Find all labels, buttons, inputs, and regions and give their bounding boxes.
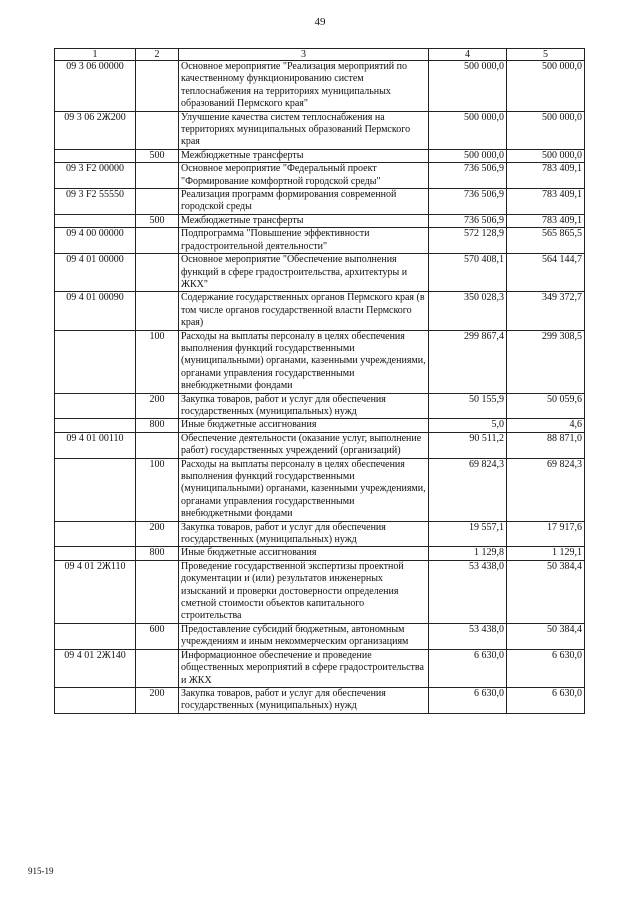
vr-cell: 200: [136, 687, 179, 713]
description-cell: Проведение государственной экспертизы проектной документации и (или) результатов инженерных изысканий и проверки достоверности определения сметной стоимости объектов капитального строительства: [179, 560, 429, 623]
amount-year1-cell: 6 630,0: [429, 687, 507, 713]
amount-year2-cell: 50 384,4: [507, 560, 585, 623]
vr-cell: [136, 61, 179, 112]
table-row: [55, 432, 585, 458]
amount-year2-cell: 1 129,1: [507, 547, 585, 560]
description-cell: Иные бюджетные ассигнования: [179, 547, 429, 560]
csr-cell: [55, 149, 136, 162]
description-cell: Реализация программ формирования современной городской среды: [179, 189, 429, 215]
description-cell: Предоставление субсидий бюджетным, автономным учреждениям и иным некоммерческим организациям: [179, 623, 429, 649]
csr-cell: [55, 458, 136, 521]
amount-year2-cell: 349 372,7: [507, 292, 585, 330]
amount-year1-cell: 736 506,9: [429, 214, 507, 227]
amount-year1-cell: 53 438,0: [429, 623, 507, 649]
amount-year1-cell: 6 630,0: [429, 649, 507, 687]
csr-cell: [55, 419, 136, 432]
vr-cell: [136, 111, 179, 149]
amount-year1-cell: 50 155,9: [429, 393, 507, 419]
amount-year1-cell: 5,0: [429, 419, 507, 432]
table-row: [55, 292, 585, 330]
table-row: [55, 254, 585, 292]
amount-year2-cell: 783 409,1: [507, 163, 585, 189]
amount-year2-cell: 299 308,5: [507, 330, 585, 393]
csr-cell: [55, 547, 136, 560]
amount-year2-cell: 88 871,0: [507, 432, 585, 458]
csr-cell: 09 4 01 00000: [55, 254, 136, 292]
table-row: [55, 521, 585, 547]
amount-year1-cell: 299 867,4: [429, 330, 507, 393]
table-header: [55, 49, 585, 61]
amount-year1-cell: 500 000,0: [429, 149, 507, 162]
table-row: [55, 547, 585, 560]
amount-year2-cell: 565 865,5: [507, 228, 585, 254]
vr-cell: 100: [136, 330, 179, 393]
vr-cell: 100: [136, 458, 179, 521]
description-cell: Улучшение качества систем теплоснабжения на территориях муниципальных образований Пермского края: [179, 111, 429, 149]
csr-cell: [55, 623, 136, 649]
csr-cell: 09 3 F2 55550: [55, 189, 136, 215]
vr-cell: [136, 189, 179, 215]
amount-year2-cell: 50 384,4: [507, 623, 585, 649]
csr-cell: 09 4 01 2Ж110: [55, 560, 136, 623]
csr-cell: 09 4 00 00000: [55, 228, 136, 254]
vr-cell: 500: [136, 149, 179, 162]
table-row: [55, 687, 585, 713]
header-col-1: 1: [55, 49, 136, 61]
csr-cell: 09 4 01 00110: [55, 432, 136, 458]
description-cell: Закупка товаров, работ и услуг для обеспечения государственных (муниципальных) нужд: [179, 521, 429, 547]
csr-cell: [55, 330, 136, 393]
vr-cell: [136, 649, 179, 687]
table-row: [55, 623, 585, 649]
description-cell: Основное мероприятие "Реализация мероприятий по качественному функционированию систем теплоснабжения на территориях муниципальных образований Пермского края": [179, 61, 429, 112]
header-col-5: 5: [507, 49, 585, 61]
amount-year2-cell: 783 409,1: [507, 214, 585, 227]
table-row: [55, 189, 585, 215]
table-row: [55, 393, 585, 419]
amount-year1-cell: 1 129,8: [429, 547, 507, 560]
amount-year1-cell: 53 438,0: [429, 560, 507, 623]
amount-year2-cell: 6 630,0: [507, 649, 585, 687]
table-row: [55, 330, 585, 393]
vr-cell: 800: [136, 419, 179, 432]
csr-cell: [55, 687, 136, 713]
description-cell: Подпрограмма "Повышение эффективности градостроительной деятельности": [179, 228, 429, 254]
description-cell: Основное мероприятие "Обеспечение выполнения функций в сфере градостроительства, архитектуры и ЖКХ": [179, 254, 429, 292]
description-cell: Иные бюджетные ассигнования: [179, 419, 429, 432]
amount-year2-cell: 783 409,1: [507, 189, 585, 215]
amount-year2-cell: 500 000,0: [507, 61, 585, 112]
amount-year1-cell: 572 128,9: [429, 228, 507, 254]
amount-year1-cell: 500 000,0: [429, 61, 507, 112]
amount-year1-cell: 90 511,2: [429, 432, 507, 458]
amount-year2-cell: 50 059,6: [507, 393, 585, 419]
description-cell: Закупка товаров, работ и услуг для обеспечения государственных (муниципальных) нужд: [179, 393, 429, 419]
amount-year1-cell: 19 557,1: [429, 521, 507, 547]
description-cell: Информационное обеспечение и проведение общественных мероприятий в сфере градостроительства и ЖКХ: [179, 649, 429, 687]
amount-year2-cell: 6 630,0: [507, 687, 585, 713]
description-cell: Межбюджетные трансферты: [179, 214, 429, 227]
description-cell: Расходы на выплаты персоналу в целях обеспечения выполнения функций государственными (муниципальными) органами, казенными учреждениями, органами управления государственными внебюджетными фондами: [179, 458, 429, 521]
page-number: 49: [314, 16, 326, 28]
vr-cell: [136, 560, 179, 623]
vr-cell: 200: [136, 393, 179, 419]
header-col-4: 4: [429, 49, 507, 61]
budget-table: [54, 48, 585, 714]
amount-year2-cell: 500 000,0: [507, 111, 585, 149]
table-row: [55, 419, 585, 432]
amount-year1-cell: 69 824,3: [429, 458, 507, 521]
description-cell: Содержание государственных органов Пермского края (в том числе органов государственной власти Пермского края): [179, 292, 429, 330]
csr-cell: [55, 521, 136, 547]
table-row: [55, 228, 585, 254]
amount-year1-cell: 350 028,3: [429, 292, 507, 330]
amount-year2-cell: 4,6: [507, 419, 585, 432]
vr-cell: 600: [136, 623, 179, 649]
csr-cell: 09 3 F2 00000: [55, 163, 136, 189]
table-row: [55, 458, 585, 521]
vr-cell: 200: [136, 521, 179, 547]
table-row: [55, 61, 585, 112]
table-row: [55, 149, 585, 162]
table-row: [55, 163, 585, 189]
vr-cell: [136, 292, 179, 330]
csr-cell: 09 4 01 00090: [55, 292, 136, 330]
vr-cell: [136, 228, 179, 254]
header-col-3: 3: [179, 49, 429, 61]
amount-year1-cell: 570 408,1: [429, 254, 507, 292]
table-body: [55, 61, 585, 714]
table-row: [55, 111, 585, 149]
csr-cell: [55, 214, 136, 227]
document-code: 915-19: [28, 866, 54, 876]
description-cell: Межбюджетные трансферты: [179, 149, 429, 162]
description-cell: Основное мероприятие "Федеральный проект "Формирование комфортной городской среды": [179, 163, 429, 189]
amount-year2-cell: 17 917,6: [507, 521, 585, 547]
vr-cell: 800: [136, 547, 179, 560]
table-row: [55, 649, 585, 687]
table-row: [55, 214, 585, 227]
amount-year2-cell: 500 000,0: [507, 149, 585, 162]
vr-cell: [136, 432, 179, 458]
csr-cell: 09 3 06 2Ж200: [55, 111, 136, 149]
amount-year2-cell: 564 144,7: [507, 254, 585, 292]
csr-cell: [55, 393, 136, 419]
amount-year2-cell: 69 824,3: [507, 458, 585, 521]
amount-year1-cell: 736 506,9: [429, 189, 507, 215]
csr-cell: 09 3 06 00000: [55, 61, 136, 112]
description-cell: Закупка товаров, работ и услуг для обеспечения государственных (муниципальных) нужд: [179, 687, 429, 713]
vr-cell: [136, 163, 179, 189]
csr-cell: 09 4 01 2Ж140: [55, 649, 136, 687]
description-cell: Расходы на выплаты персоналу в целях обеспечения выполнения функций государственными (муниципальными) органами, казенными учреждениями, органами управления государственными внебюджетными фондами: [179, 330, 429, 393]
amount-year1-cell: 500 000,0: [429, 111, 507, 149]
vr-cell: [136, 254, 179, 292]
vr-cell: 500: [136, 214, 179, 227]
header-col-2: 2: [136, 49, 179, 61]
table-row: [55, 560, 585, 623]
description-cell: Обеспечение деятельности (оказание услуг, выполнение работ) государственных учреждений (организаций): [179, 432, 429, 458]
amount-year1-cell: 736 506,9: [429, 163, 507, 189]
